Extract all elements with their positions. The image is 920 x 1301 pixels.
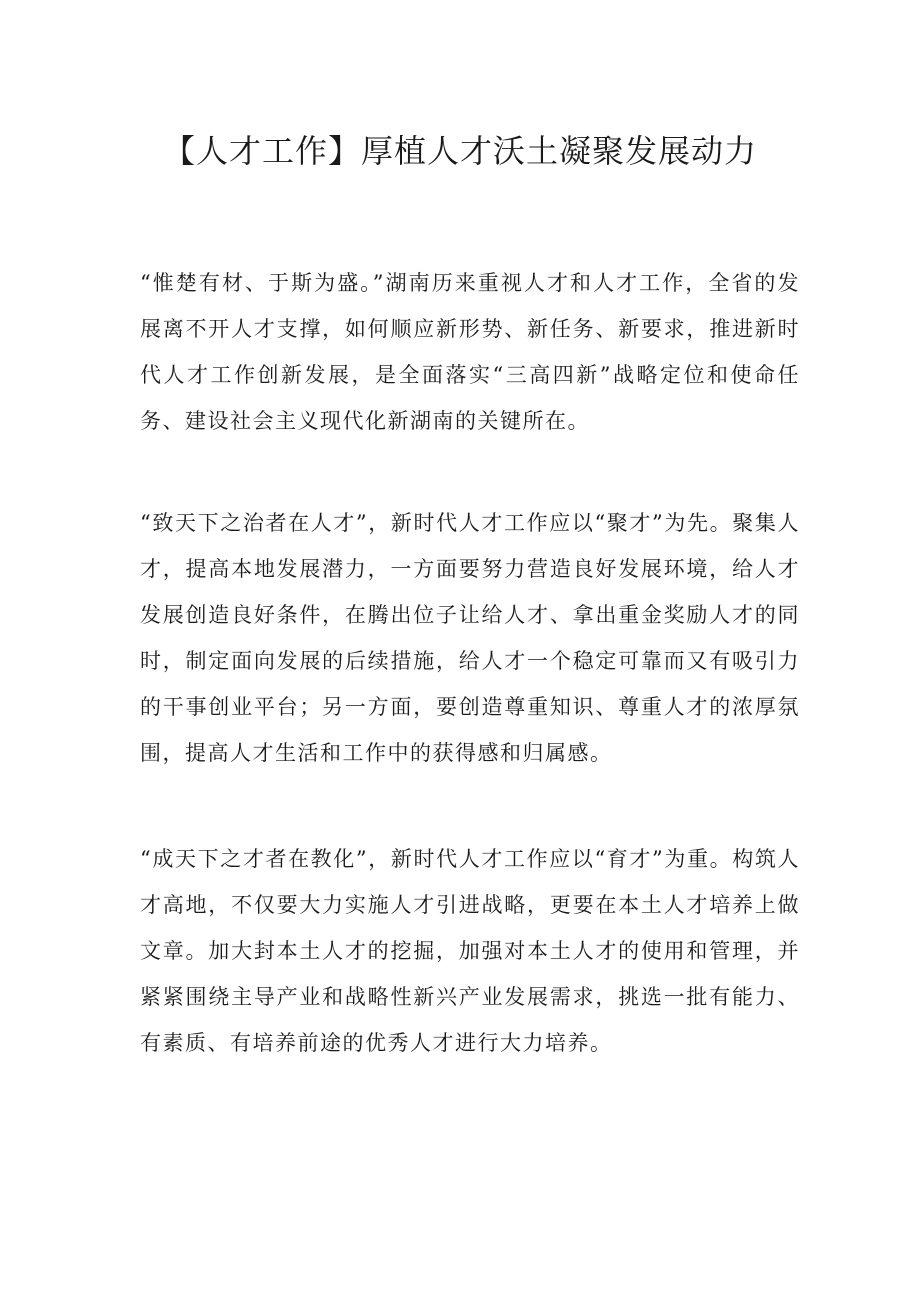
paragraph-3: “成天下之才者在教化”，新时代人才工作应以“育才”为重。构筑人才高地，不仅要大力实施人才引进战略，更要在本土人才培养上做文章。加大封本土人才的挖掘，加强对本土人才的使用和管理，并紧紧围绕主导产业和战略性新兴产业发展需求，挑选一批有能力、有素质、有培养前途的优秀人才进行大力培养。 <box>140 847 800 1055</box>
paragraph-1: “惟楚有材、于斯为盛。”湖南历来重视人才和人才工作，全省的发展离不开人才支撑，如何顺应新形势、新任务、新要求，推进新时代人才工作创新发展，是全面落实“三高四新”战略定位和使命任务、建设社会主义现代化新湖南的关键所在。 <box>140 271 800 433</box>
paragraph-2: “致天下之治者在人才”，新时代人才工作应以“聚才”为先。聚集人才，提高本地发展潜力，一方面要努力营造良好发展环境，给人才发展创造良好条件，在腾出位子让给人才、拿出重金奖励人才的同时，制定面向发展的后续措施，给人才一个稳定可靠而又有吸引力的干事创业平台；另一方面，要创造尊重知识、尊重人才的浓厚氛围，提高人才生活和工作中的获得感和归属感。 <box>140 511 800 765</box>
document-title: 【人才工作】厚植人才沃土凝聚发展动力 <box>162 132 757 170</box>
